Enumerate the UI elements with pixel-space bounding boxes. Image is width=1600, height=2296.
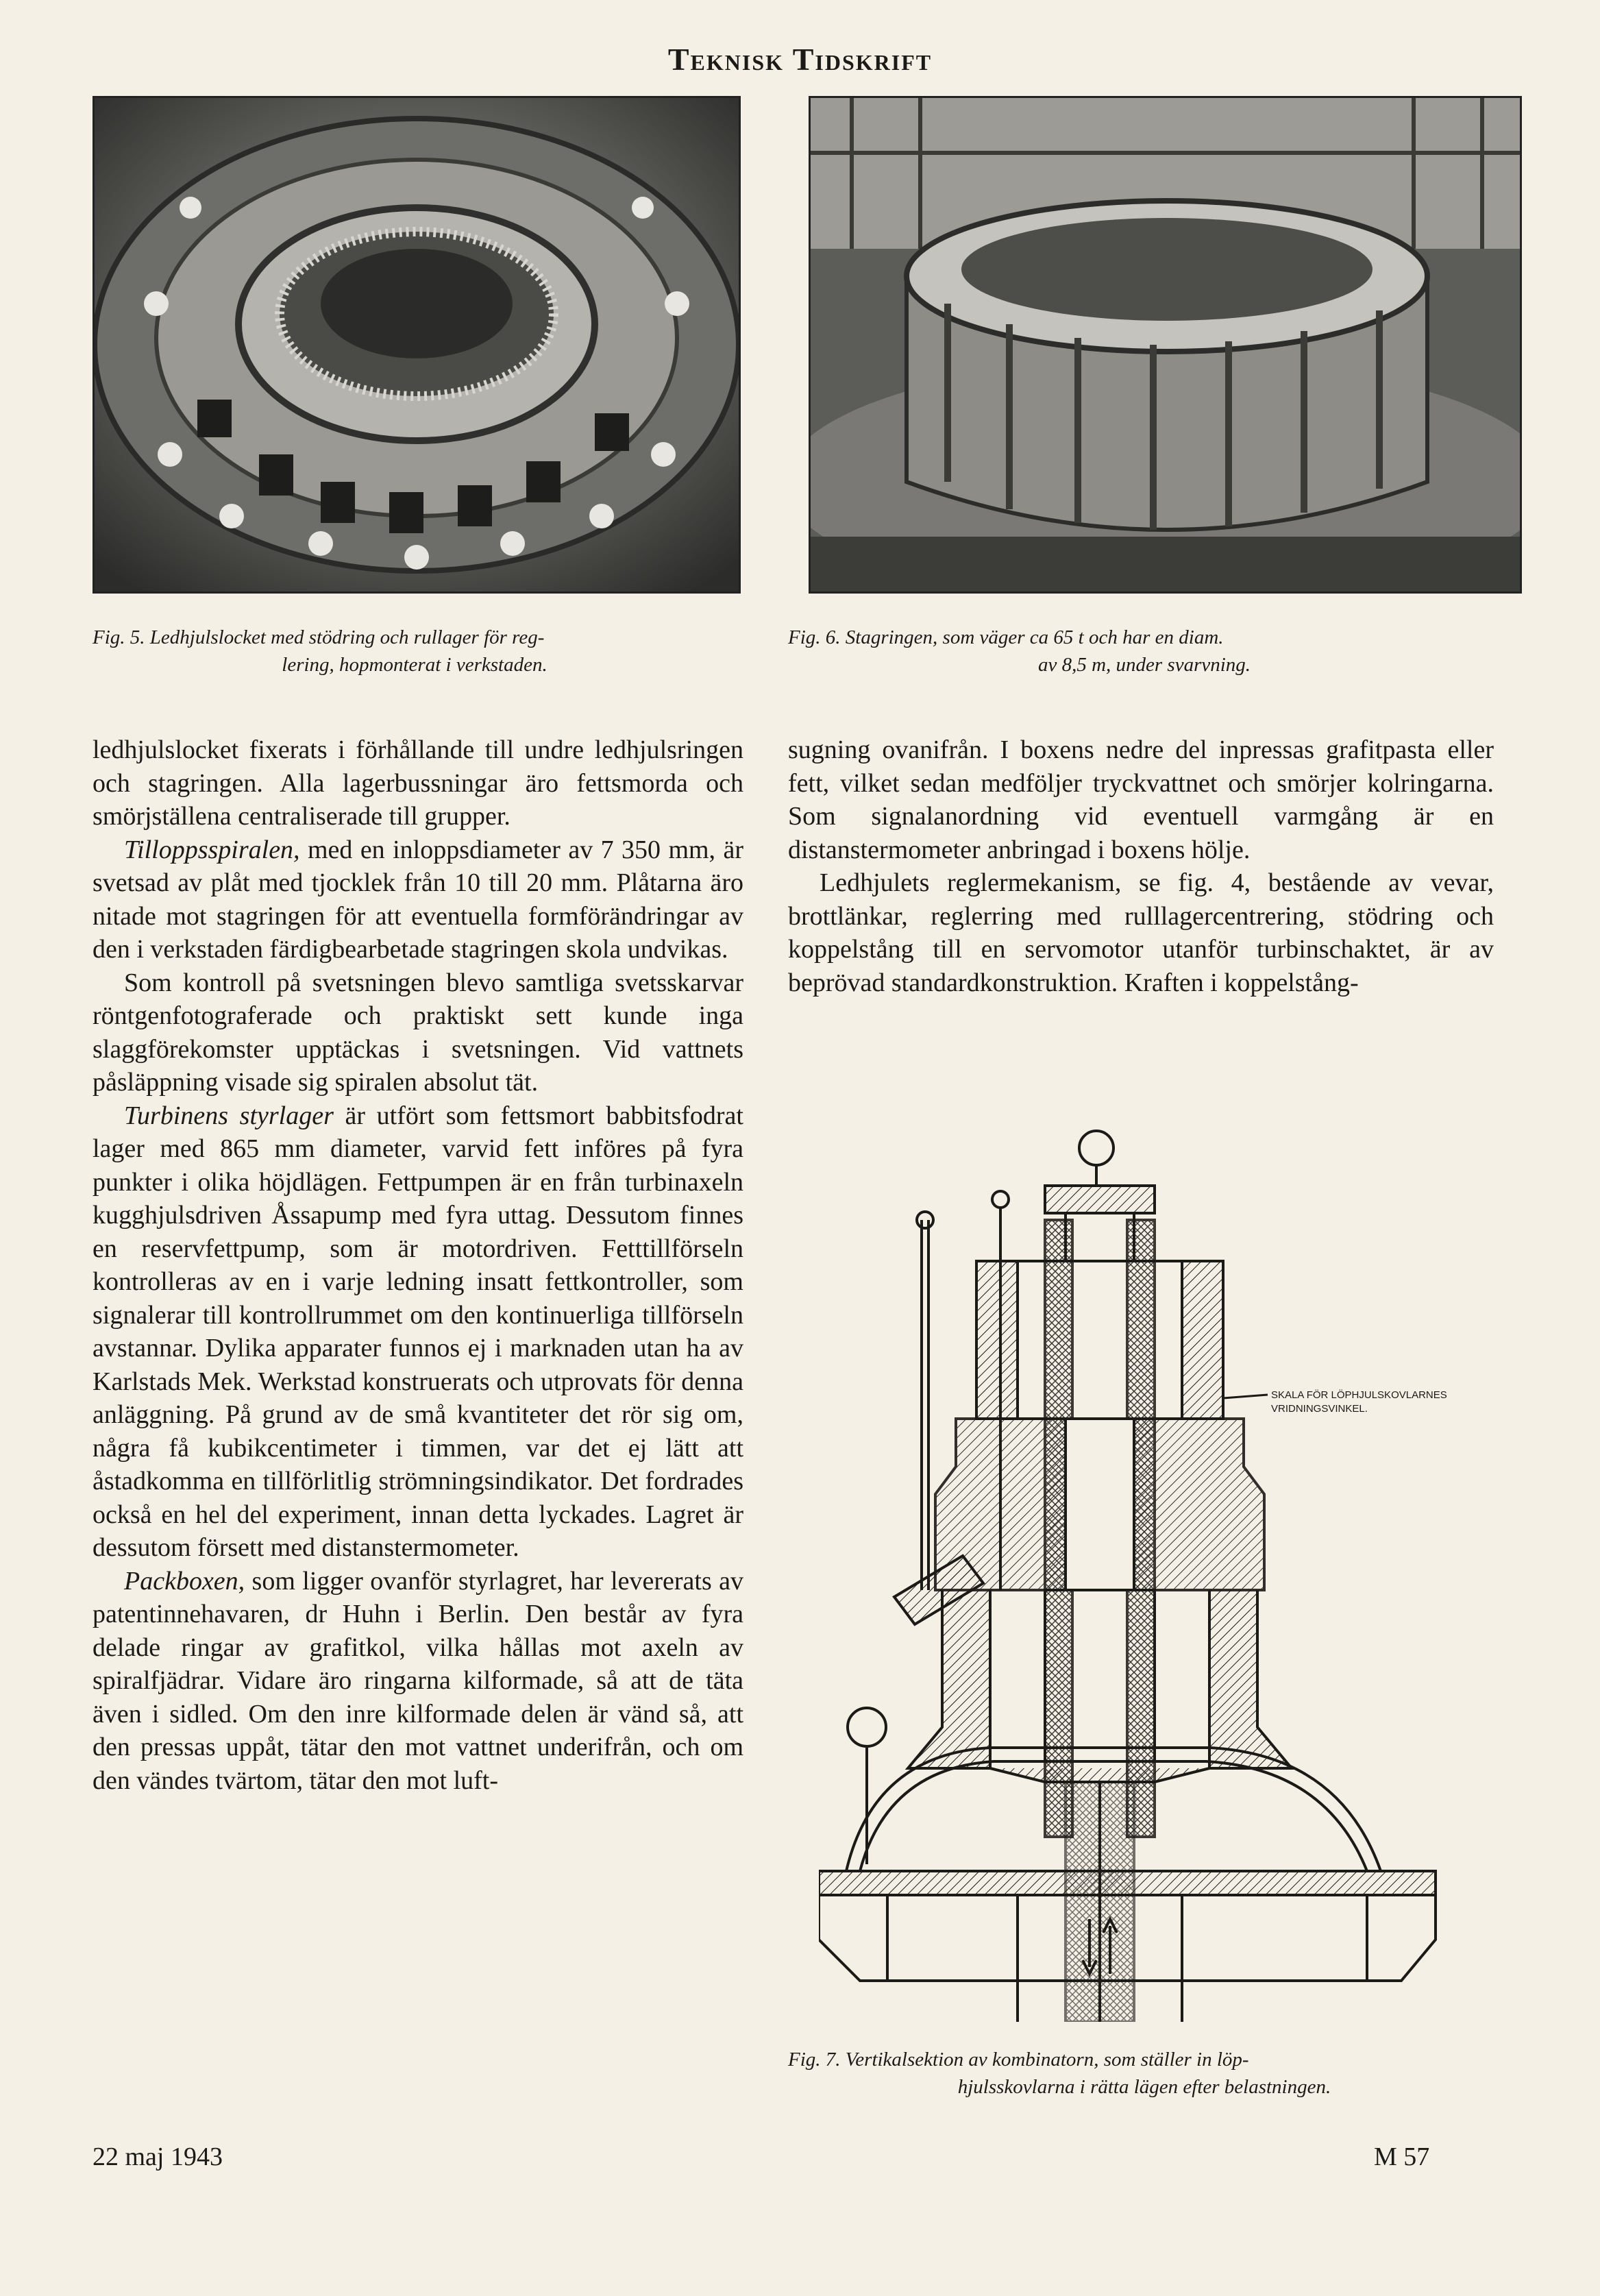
left-paragraph-4-text: är utfört som fettsmort babbitsfodrat lager med 865 mm diameter, varvid fett införes på fyra punkter i olika höjdlägen. Fettpumpen är en från turbinaxeln kugghjulsdriven Åssapump med fyra uttag. Dessutom finnes en reservfettpump, som är motordriven. Fetttillförseln kontrolleras av en i varje ledning insatt fettkontroller, som signalerar till kontrollrummet om den kontinuerliga tillförseln avstannar. Dylika apparater funnos ej i marknaden utan ha av Karlstads Mek. Werkstad konstruerats och utprovats för denna anläggning. På grund av de små kvantiteter det rör sig om, några få kubikcentimeter i timmen, var det ej lätt att åstadkomma en tillförlitlig strömningsindikator. Det fordrades också en hel del experiment, innan detta lyckades. Lagret är dessutom försett med distanstermometer. — [93, 1101, 743, 1562]
scale-label-line2: VRIDNINGSVINKEL. — [1271, 1403, 1368, 1415]
left-paragraph-2-text: med en inloppsdiameter av 7 350 mm, är svetsad av plåt med tjocklek från 10 till 20 mm. Plåtarna äro nitade mot stagringen för att eventuella formförändringar av den i verkstaden färdigbearbetade stagringen skola undvikas. — [93, 835, 743, 964]
footer-page-number: M 57 — [1374, 2142, 1430, 2171]
fig5-caption-line1: Ledhjulslocket med stödring och rullager för reg- — [149, 626, 545, 648]
term-tilloppsspiralen: Tilloppsspiralen, — [124, 835, 300, 864]
right-paragraph-1: sugning ovanifrån. I boxens nedre del inpressas grafitpasta eller fett, vilket sedan medföljer tryckvattnet och smörjer kolringarna. Som signalanordning vid eventuell varmgång är en distanstermometer anbringad i boxens hölje. — [788, 735, 1494, 864]
fig7-caption-line2: hjulsskovlarna i rätta lägen efter belastningen. — [957, 2076, 1331, 2098]
fig5-caption-line2: lering, hopmonterat i verkstaden. — [282, 654, 547, 676]
left-paragraph-5-text: som ligger ovanför styrlagret, har levererats av patentinnehavaren, dr Huhn i Berlin. Den består av fyra delade ringar av grafitkol, vilka hållas mot axeln av spiralfjädrar. Vidare äro ringarna kilformade, så att de täta även i sidled. Om den inre kilformade delen är vänd så, att den pressas uppåt, tätar den mot vattnet underifrån, och om den vändes tvärtom, tätar den mot luft- — [93, 1566, 743, 1795]
left-paragraph-5 — [93, 1565, 743, 1798]
fig5-number: Fig. 5. — [93, 626, 145, 648]
fig7-caption-line1: Vertikalsektion av kombinatorn, som ställer in löp- — [845, 2049, 1249, 2071]
term-packboxen: Packboxen, — [124, 1566, 245, 1596]
journal-title: Teknisk Tidskrift — [667, 42, 933, 77]
left-column — [93, 733, 743, 1797]
term-styrlager: Turbinens styrlager — [124, 1101, 334, 1130]
left-paragraph-3: Som kontroll på svetsningen blevo samtliga svetsskarvar röntgenfotograferade och praktiskt sett kunde inga slaggförekomster upptäckas i svetsningen. Vid vattnets påsläppning visade sig spiralen absolut tät. — [93, 968, 743, 1097]
fig6-caption-line2: av 8,5 m, under svarvning. — [1037, 654, 1251, 676]
fig7-caption — [788, 2046, 1501, 2101]
fig7-number: Fig. 7. — [788, 2049, 841, 2071]
fig6-caption — [788, 624, 1501, 679]
left-paragraph-4 — [93, 1099, 743, 1565]
footer-date: 22 maj 1943 — [93, 2142, 223, 2171]
right-paragraph-2: Ledhjulets reglermekanism, se fig. 4, bestående av vevar, brottlänkar, reglerring med rulllagercentrering, stödring och koppelstång till en servomotor utanför turbinschaktet, är av beprövad standardkonstruktion. Kraften i koppelstång- — [788, 868, 1494, 997]
fig7-section-svg — [819, 1110, 1463, 2022]
fig5-caption — [93, 624, 737, 679]
fig5-photo — [93, 96, 741, 594]
fig6-caption-line1: Stagringen, som väger ca 65 t och har en diam. — [845, 626, 1224, 648]
right-column — [788, 733, 1494, 999]
fig6-photo — [809, 96, 1522, 594]
fig6-number: Fig. 6. — [788, 626, 841, 648]
left-paragraph-2 — [93, 833, 743, 966]
left-paragraph-1: ledhjulslocket fixerats i förhållande till undre ledhjulsringen och stagringen. Alla lagerbussningar äro fettsmorda och smörjställena centraliserade till grupper. — [93, 735, 743, 831]
fig7-drawing — [819, 1110, 1463, 2022]
scale-label-line1: SKALA FÖR LÖPHJULSKOVLARNES — [1271, 1389, 1447, 1401]
